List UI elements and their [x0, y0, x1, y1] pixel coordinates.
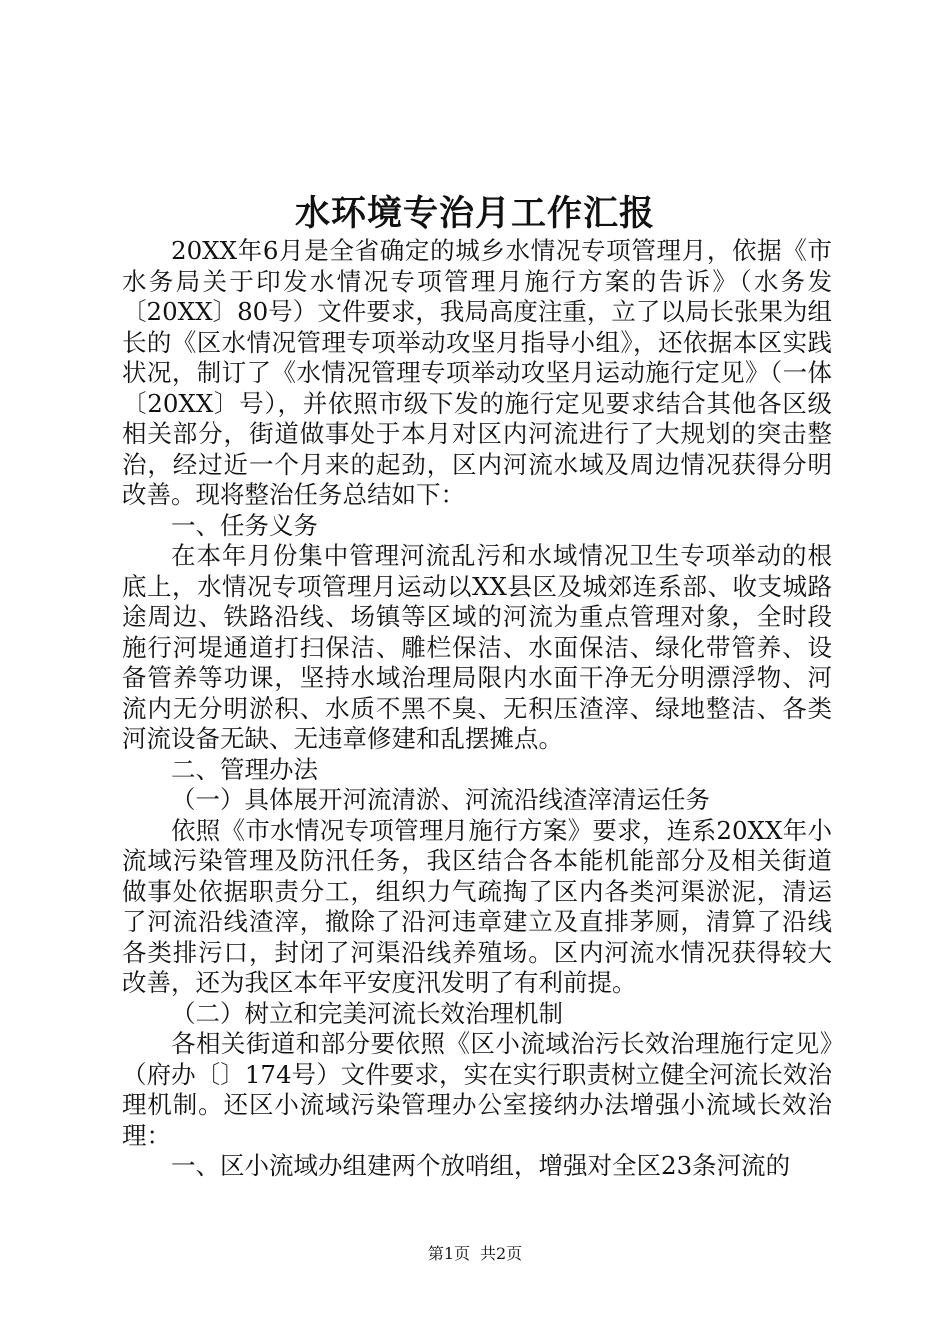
paragraph-dredging: 依照《市水情况专项管理月施行方案》要求，连系20XX年小流域污染管理及防汛任务，我区结合各本能机能部分及相关街道做事处依据职责分工，组织力气疏掏了区内各类河渠淤泥，清运了河流沿线渣滓，撤除了沿河违章建立及直排茅厕，清算了沿线各类排污口，封闭了河渠沿线养殖场。区内河流水情况获得较大改善，还为我区本年平安度汛发明了有利前提。: [122, 815, 832, 997]
subsection-heading-2: （二）树立和完美河流长效治理机制: [171, 998, 563, 1028]
page-number: 第1页: [427, 1244, 470, 1263]
paragraph-intro: 20XX年6月是全省确定的城乡水情况专项管理月，依据《市水务局关于印发水情况专项管理月施行方案的告诉》（水务发〔20XX〕80号）文件要求，我局高度注重，立了以局长张果为组长的《区水情况管理专项举动攻坚月指导小组》，还依据本区实践状况，制订了《水情况管理专项举动攻坚月运动施行定见》（一体〔20XX〕号），并依照市级下发的施行定见要求结合其他各区级相关部分，街道做事处于本月对区内河流进行了大规划的突击整治，经过近一个月来的起劲，区内河流水域及周边情况获得分明改善。现将整治任务总结如下：: [122, 236, 832, 509]
document-body: [122, 236, 832, 1182]
subsection-heading-1: （一）具体展开河流清淤、河流沿线渣滓清运任务: [171, 785, 710, 814]
page-footer: [0, 1241, 950, 1264]
paragraph-mechanism: 各相关街道和部分要依照《区小流域治污长效治理施行定见》（府办〔〕174号）文件要求，实在实行职责树立健全河流长效治理机制。还区小流域污染管理办公室接纳办法增强小流域长效治理：: [122, 1029, 832, 1150]
section-heading-1: 一、任务义务: [171, 510, 318, 540]
paragraph-tasks: 在本年月份集中管理河流乱污和水域情况卫生专项举动的根底上，水情况专项管理月运动以XX县区及城郊连系部、收支城路途周边、铁路沿线、场镇等区域的河流为重点管理对象，全时段施行河堤通道打扫保洁、雕栏保洁、水面保洁、绿化带管养、设备管养等功课，坚持水域治理局限内水面干净无分明漂浮物、河流内无分明淤积、水质不黑不臭、无积压渣滓、绿地整洁、各类河流设备无缺、无违章修建和乱摆摊点。: [122, 541, 832, 753]
paragraph-patrol: 一、区小流域办组建两个放哨组，增强对全区23条河流的: [171, 1151, 791, 1180]
document-title: 水环境专治月工作汇报: [294, 193, 655, 234]
page-total: 共2页: [480, 1244, 523, 1263]
section-heading-2: 二、管理办法: [171, 754, 318, 784]
